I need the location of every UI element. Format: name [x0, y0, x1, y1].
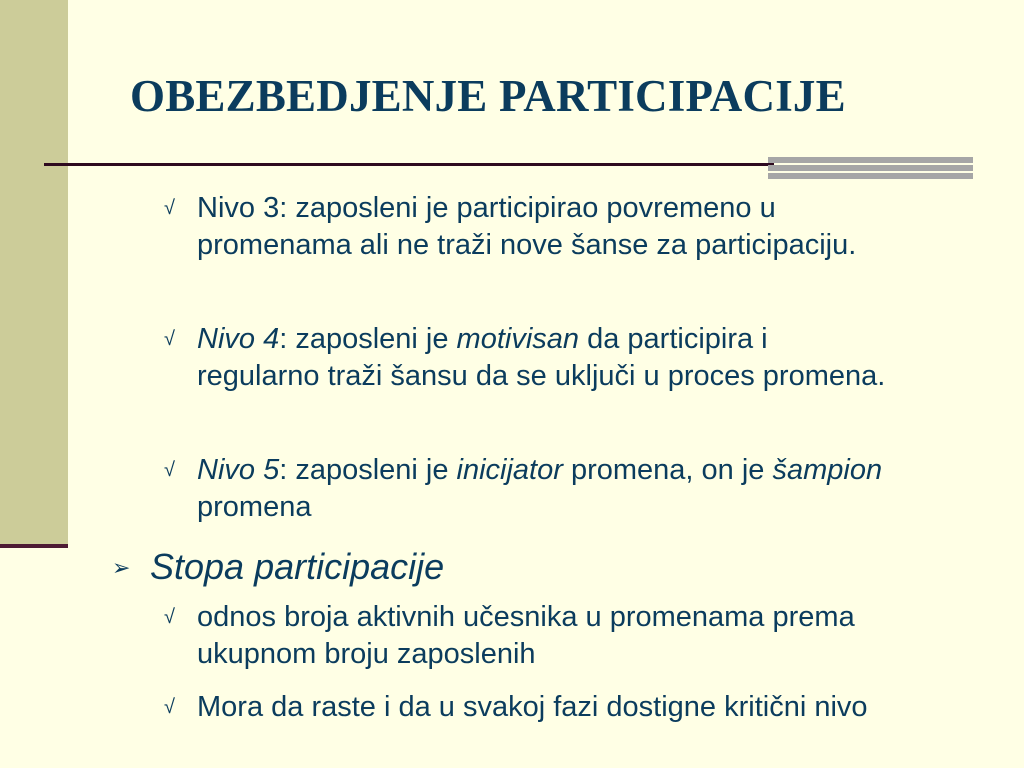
rule-stripe [768, 173, 973, 179]
text-run: : zaposleni je [279, 323, 457, 355]
text-run: : zaposleni je [279, 454, 457, 486]
text-run-italic: šampion [772, 454, 883, 486]
title-underline [44, 163, 774, 166]
text-run: Mora da raste i da u svakoj fazi dostigne kritični nivo [197, 691, 868, 723]
bullet-item-nivo-4 [164, 321, 897, 395]
slide-title: OBEZBEDJENJE PARTICIPACIJE [130, 71, 846, 121]
rule-stripe [768, 157, 973, 163]
text-run-italic: Nivo 4 [197, 323, 280, 355]
text-run: promena, on je [562, 454, 773, 486]
bullet-text [197, 321, 897, 395]
heading-text: Stopa participacije [150, 546, 445, 587]
bullet-item-mora [164, 689, 897, 726]
arrow-bullet-icon: ➢ [112, 555, 131, 580]
text-run-italic: Nivo 5 [197, 454, 280, 486]
bullet-text [197, 452, 897, 526]
bullet-text [197, 689, 897, 726]
check-bullet-icon: √ [164, 459, 175, 481]
check-bullet-icon: √ [164, 328, 175, 350]
text-run: promena [197, 491, 312, 523]
bullet-text [197, 599, 897, 673]
title-rule-stripes [768, 157, 973, 179]
check-bullet-icon: √ [164, 696, 175, 718]
rule-stripe [768, 165, 973, 171]
bullet-item-odnos [164, 599, 897, 673]
text-run: da participira i regularno traži šansu da se uključi u proces promena. [197, 323, 886, 392]
text-run-italic: motivisan [456, 323, 580, 355]
left-accent-bar [0, 0, 68, 548]
text-run-italic: inicijator [456, 454, 563, 486]
check-bullet-icon: √ [164, 606, 175, 628]
check-bullet-icon: √ [164, 197, 175, 219]
bullet-text [197, 190, 897, 264]
section-heading-stopa [112, 545, 444, 589]
text-run: Nivo 3: zaposleni je participirao povremeno u promenama ali ne traži nove šanse za participaciju. [197, 192, 857, 261]
bullet-item-nivo-5 [164, 452, 897, 526]
left-accent-bar-edge [0, 544, 68, 548]
text-run: odnos broja aktivnih učesnika u promenama prema ukupnom broju zaposlenih [197, 601, 855, 670]
bullet-item-nivo-3 [164, 190, 897, 264]
